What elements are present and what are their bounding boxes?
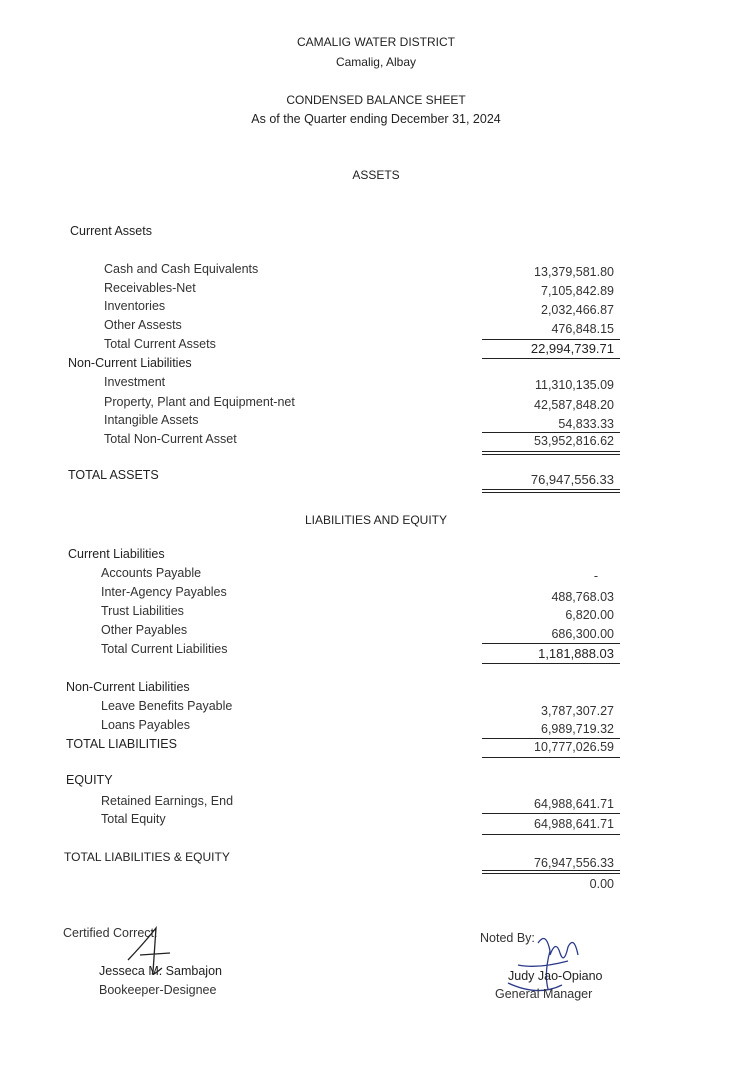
noted-name: Judy Jao-Opiano <box>508 969 603 983</box>
line-item-label: Trust Liabilities <box>101 604 184 618</box>
line-item-label: Cash and Cash Equivalents <box>104 262 259 276</box>
line-item-label: Accounts Payable <box>101 566 202 580</box>
total-double-rule <box>482 870 620 874</box>
subtotal-rule <box>482 738 620 739</box>
line-item-amount: 6,989,719.32 <box>541 722 614 736</box>
noted-caption: Noted By: <box>480 931 535 945</box>
report-period: As of the Quarter ending December 31, 2024 <box>251 112 501 126</box>
line-item-label: Inventories <box>104 299 166 313</box>
total-current-liabilities-label: Total Current Liabilities <box>101 642 228 656</box>
total-liabilities-amount: 10,777,026.59 <box>534 740 614 754</box>
total-rule <box>482 757 620 758</box>
noted-title: General Manager <box>495 987 593 1001</box>
total-rule <box>482 663 620 664</box>
line-item-label: Intangible Assets <box>104 413 199 427</box>
line-item-amount: 13,379,581.80 <box>534 265 614 279</box>
report-title: CONDENSED BALANCE SHEET <box>286 93 466 107</box>
subtotal-rule <box>482 813 620 814</box>
certified-caption: Certified Correct: <box>63 926 158 940</box>
total-liabilities-equity-amount: 76,947,556.33 <box>534 856 614 870</box>
total-double-rule <box>482 489 620 493</box>
line-item-amount: 54,833.33 <box>558 417 614 431</box>
difference-amount: 0.00 <box>589 877 614 891</box>
line-item-label: Investment <box>104 375 166 389</box>
current-assets-heading: Current Assets <box>70 224 152 238</box>
total-current-assets-label: Total Current Assets <box>104 337 216 351</box>
current-liabilities-heading: Current Liabilities <box>68 547 165 561</box>
org-location: Camalig, Albay <box>335 55 417 69</box>
line-item-label: Other Assests <box>104 318 182 332</box>
subtotal-rule <box>482 339 620 340</box>
total-rule <box>482 834 620 835</box>
total-assets-label: TOTAL ASSETS <box>68 468 159 482</box>
total-current-assets-amount: 22,994,739.71 <box>530 341 614 356</box>
line-item-amount: 6,820.00 <box>565 608 614 622</box>
total-liabilities-equity-label: TOTAL LIABILITIES & EQUITY <box>64 850 230 864</box>
assets-heading: ASSETS <box>352 168 400 182</box>
certified-name: Jesseca M. Sambajon <box>99 964 222 978</box>
line-item-amount: 42,587,848.20 <box>534 398 614 412</box>
noncurrent-liabilities-heading: Non-Current Liabilities <box>66 680 190 694</box>
total-assets-amount: 76,947,556.33 <box>530 472 614 487</box>
total-equity-label: Total Equity <box>101 812 166 826</box>
line-item-amount: 7,105,842.89 <box>541 284 614 298</box>
total-liabilities-label: TOTAL LIABILITIES <box>66 737 177 751</box>
line-item-label: Property, Plant and Equipment-net <box>104 395 295 409</box>
total-noncurrent-assets-amount: 53,952,816.62 <box>534 434 614 448</box>
line-item-amount: - <box>593 569 598 583</box>
total-equity-amount: 64,988,641.71 <box>534 817 614 831</box>
line-item-amount: 686,300.00 <box>551 627 614 641</box>
line-item-label: Receivables-Net <box>104 281 196 295</box>
total-noncurrent-assets-label: Total Non-Current Asset <box>104 432 237 446</box>
subtotal-rule <box>482 643 620 644</box>
line-item-label: Inter-Agency Payables <box>101 585 227 599</box>
total-rule <box>482 358 620 359</box>
org-name: CAMALIG WATER DISTRICT <box>296 35 455 49</box>
subtotal-rule <box>482 432 620 433</box>
total-current-liabilities-amount: 1,181,888.03 <box>538 646 614 661</box>
retained-earnings-label: Retained Earnings, End <box>101 794 234 808</box>
certified-title: Bookeeper-Designee <box>99 983 217 997</box>
line-item-amount: 476,848.15 <box>551 322 614 336</box>
line-item-amount: 11,310,135.09 <box>534 378 614 392</box>
retained-earnings-amount: 64,988,641.71 <box>534 797 614 811</box>
line-item-amount: 488,768.03 <box>551 590 614 604</box>
line-item-amount: 3,787,307.27 <box>541 704 614 718</box>
total-double-rule <box>482 451 620 455</box>
line-item-label: Other Payables <box>101 623 188 637</box>
noncurrent-assets-heading: Non-Current Liabilities <box>68 356 192 370</box>
line-item-amount: 2,032,466.87 <box>541 303 614 317</box>
line-item-label: Loans Payables <box>101 718 190 732</box>
equity-heading: EQUITY <box>66 773 113 787</box>
certified-signature-mark <box>120 920 190 990</box>
line-item-label: Leave Benefits Payable <box>101 699 233 713</box>
liabilities-equity-heading: LIABILITIES AND EQUITY <box>304 513 448 527</box>
